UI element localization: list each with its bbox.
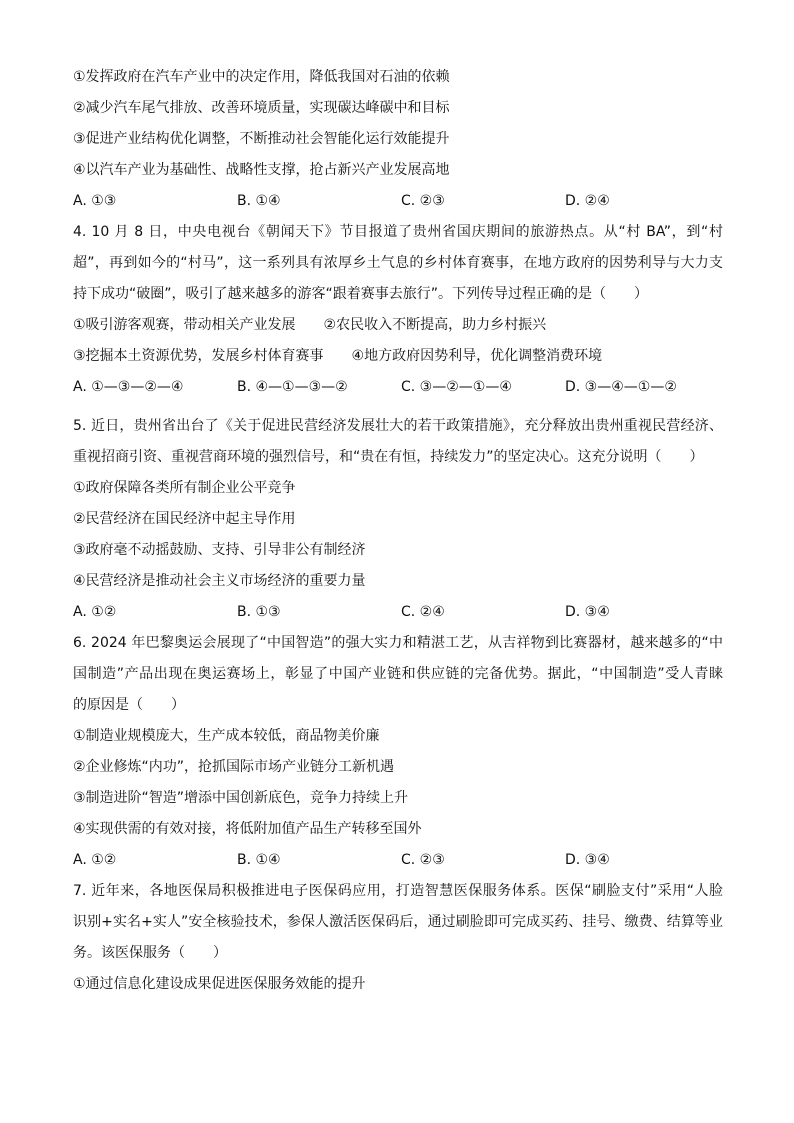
q6-stem-line-3: 的原因是（ ） [73, 697, 185, 713]
q3-choice-a[interactable]: A. ①③ [73, 193, 117, 209]
question-3-tail [73, 62, 723, 217]
q7-stem-line-3: 务。该医保服务（ ） [73, 945, 227, 961]
q5-statement-1: ①政府保障各类所有制企业公平竞争 [73, 480, 296, 496]
q6-stem-line-1: 6. 2024 年巴黎奥运会展现了“中国智造”的强大实力和精湛工艺，从吉祥物到比赛器材，越来越多的“中 [73, 635, 723, 651]
q3-choice-d[interactable]: D. ②④ [565, 193, 610, 209]
q7-stem-line-1: 7. 近年来，各地医保局积极推进电子医保码应用，打造智慧医保服务体系。医保“刷脸支付”采用“人脸 [73, 883, 723, 899]
q4-stem-line-3: 持下成功“破圈”，吸引了越来越多的游客“跟着赛事去旅行”。下列传导过程正确的是（ ） [73, 286, 649, 302]
q5-choice-a[interactable]: A. ①② [73, 604, 117, 620]
q7-statement-1: ①通过信息化建设成果促进医保服务效能的提升 [73, 976, 366, 992]
question-5 [73, 411, 723, 628]
q6-choices [73, 845, 723, 876]
q5-statement-4: ④民营经济是推动社会主义市场经济的重要力量 [73, 573, 366, 589]
q6-statement-3: ③制造进阶“智造”增添中国创新底色，竞争力持续上升 [73, 790, 409, 806]
q6-choice-a[interactable]: A. ①② [73, 852, 117, 868]
q5-choice-c[interactable]: C. ②④ [401, 604, 445, 620]
q3-choice-c[interactable]: C. ②③ [401, 193, 445, 209]
q4-choice-b[interactable]: B. ④—①—③—② [237, 379, 348, 395]
q6-stem-line-2: 国制造”产品出现在奥运赛场上，彰显了中国产业链和供应链的完备优势。据此，“中国制造”受人青睐 [73, 666, 723, 682]
q6-statement-4: ④实现供需的有效对接，将低附加值产品生产转移至国外 [73, 821, 422, 837]
q5-statement-3: ③政府毫不动摇鼓励、支持、引导非公有制经济 [73, 542, 366, 558]
q5-choice-d[interactable]: D. ③④ [565, 604, 610, 620]
q5-statement-2: ②民营经济在国民经济中起主导作用 [73, 511, 296, 527]
question-7 [73, 876, 723, 1000]
exam-page [73, 62, 723, 1000]
q6-choice-d[interactable]: D. ③④ [565, 852, 610, 868]
q3-statement-2: ②减少汽车尾气排放、改善环境质量，实现碳达峰碳中和目标 [73, 100, 450, 116]
q4-choice-a[interactable]: A. ①—③—②—④ [73, 379, 184, 395]
q6-choice-b[interactable]: B. ①④ [237, 852, 281, 868]
spacer [73, 403, 723, 411]
q5-choices [73, 597, 723, 628]
q6-statement-1: ①制造业规模庞大，生产成本较低，商品物美价廉 [73, 728, 380, 744]
q4-choices [73, 372, 723, 403]
q3-choice-b[interactable]: B. ①④ [237, 193, 281, 209]
q3-statement-4: ④以汽车产业为基础性、战略性支撑，抢占新兴产业发展高地 [73, 162, 450, 178]
q5-stem-line-1: 5. 近日，贵州省出台了《关于促进民营经济发展壮大的若干政策措施》，充分释放出贵州重视民营经济、 [73, 418, 723, 434]
q3-statement-3: ③促进产业结构优化调整，不断推动社会智能化运行效能提升 [73, 131, 450, 147]
q5-choice-b[interactable]: B. ①③ [237, 604, 281, 620]
q4-statements-row-1: ①吸引游客观赛，带动相关产业发展 ②农民收入不断提高，助力乡村振兴 [73, 317, 547, 333]
q4-choice-d[interactable]: D. ③—④—①—② [565, 379, 677, 395]
q3-statement-1: ①发挥政府在汽车产业中的决定作用，降低我国对石油的依赖 [73, 69, 450, 85]
q4-statements-row-2: ③挖掘本土资源优势，发展乡村体育赛事 ④地方政府因势利导，优化调整消费环境 [73, 348, 603, 364]
question-4 [73, 217, 723, 403]
q5-stem-line-2: 重视招商引资、重视营商环境的强烈信号，和“贵在有恒，持续发力”的坚定决心。这充分说明（ ） [73, 449, 704, 465]
q4-stem-line-2: 超”，再到如今的“村马”，这一系列具有浓厚乡土气息的乡村体育赛事，在地方政府的因势利导与大力支 [73, 255, 723, 271]
question-6 [73, 628, 723, 876]
q7-stem-line-2: 识别+实名+实人”安全核验技术，参保人激活医保码后，通过刷脸即可完成买药、挂号、缴费、结算等业 [73, 914, 723, 930]
q4-stem-line-1: 4. 10 月 8 日，中央电视台《朝闻天下》节目报道了贵州省国庆期间的旅游热点。从“村 BA”，到“村 [73, 224, 723, 240]
q4-choice-c[interactable]: C. ③—②—①—④ [401, 379, 512, 395]
q6-choice-c[interactable]: C. ②③ [401, 852, 445, 868]
q6-statement-2: ②企业修炼“内功”，抢抓国际市场产业链分工新机遇 [73, 759, 395, 775]
q3-choices [73, 186, 723, 217]
